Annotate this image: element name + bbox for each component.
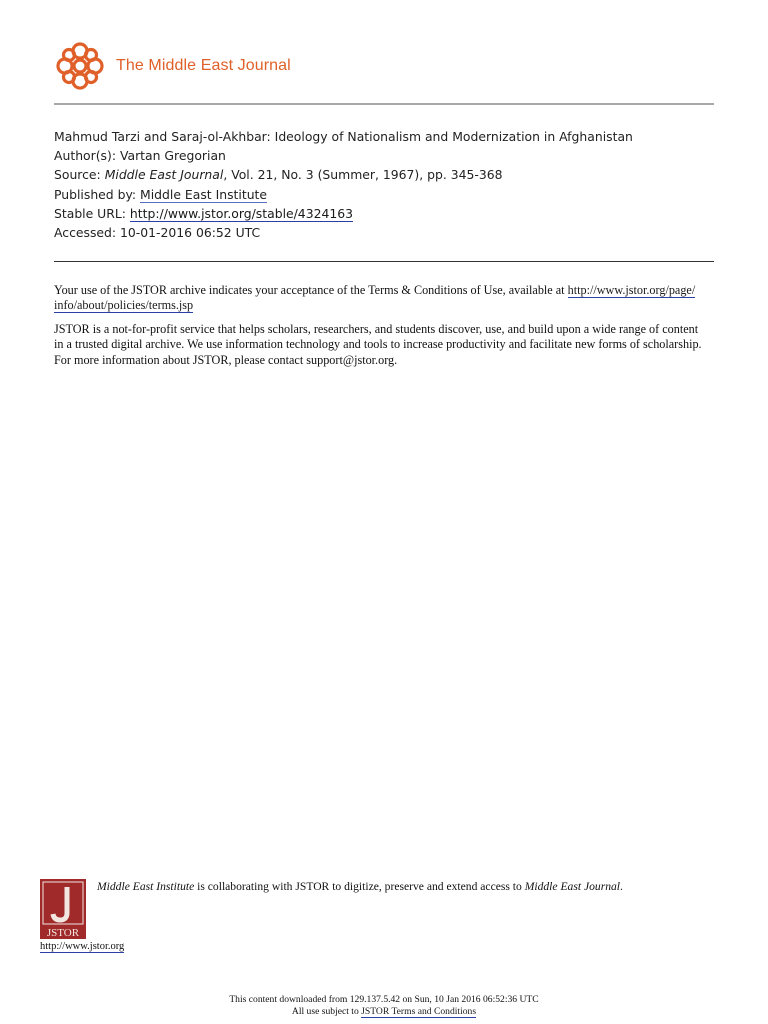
publisher-label: Published by:	[54, 186, 137, 202]
footer-download-line: This content downloaded from 129.137.5.42 on Sun, 10 Jan 2016 06:52:36 UTC	[229, 994, 539, 1005]
journal-logo	[54, 38, 291, 94]
article-title: Mahmud Tarzi and Saraj-ol-Akhbar: Ideology of Nationalism and Modernization in Afghanistan	[54, 129, 633, 144]
terms-text: Your use of the JSTOR archive indicates your acceptance of the Terms & Conditions of Use, available at	[54, 283, 568, 297]
jstor-logo-text: JSTOR	[46, 927, 80, 939]
jstor-logo[interactable]	[40, 879, 86, 939]
journal-emblem-icon	[54, 40, 106, 92]
terms-link-continued[interactable]: info/about/policies/terms.jsp	[54, 298, 194, 313]
metadata-divider	[54, 261, 714, 262]
jstor-info-line-1: JSTOR is a not-for-profit service that helps scholars, researchers, and students discover, use, and build upon a wide range of content	[54, 321, 699, 336]
jstor-home-link[interactable]: http://www.jstor.org	[40, 941, 125, 952]
footer-terms-prefix: All use subject to	[291, 1005, 362, 1017]
author-label: Author(s):	[54, 148, 117, 164]
accessed-line: Accessed: 10-01-2016 06:52 UTC	[54, 225, 261, 241]
stable-url-line	[54, 204, 734, 223]
download-footer	[0, 994, 768, 1017]
terms-paragraph	[54, 283, 714, 314]
author-name: Vartan Gregorian	[119, 148, 226, 164]
terms-link[interactable]: http://www.jstor.org/page/	[567, 283, 696, 297]
stable-url-label: Stable URL:	[54, 205, 126, 221]
source-line	[54, 165, 734, 184]
author-line	[54, 146, 734, 165]
footer-terms-line	[0, 1006, 768, 1018]
collab-journal: Middle East Journal	[524, 880, 621, 893]
stable-url-link[interactable]: http://www.jstor.org/stable/4324163	[129, 205, 353, 221]
publisher-link[interactable]: Middle East Institute	[140, 186, 268, 202]
journal-name: The Middle East Journal	[116, 57, 291, 74]
source-details: , Vol. 21, No. 3 (Summer, 1967), pp. 345-368	[223, 167, 503, 183]
source-journal: Middle East Journal	[104, 167, 224, 183]
collab-text: is collaborating with JSTOR to digitize, preserve and extend access to	[194, 880, 525, 893]
jstor-info-line-2: in a trusted digital archive. We use information technology and tools to increase productivity and facilitate new forms of scholarship.	[54, 337, 702, 352]
footer-terms-link[interactable]: JSTOR Terms and Conditions	[361, 1005, 477, 1017]
jstor-info-line-3: For more information about JSTOR, please contact support@jstor.org.	[54, 352, 398, 367]
jstor-info-paragraph	[54, 322, 714, 368]
article-metadata	[54, 127, 734, 242]
terms-section	[54, 283, 714, 376]
collab-end: .	[620, 880, 623, 893]
header-divider	[54, 103, 714, 105]
publisher-line	[54, 185, 734, 204]
collaboration-note	[97, 880, 623, 893]
source-label: Source:	[54, 167, 101, 183]
collab-institute: Middle East Institute	[97, 880, 195, 893]
